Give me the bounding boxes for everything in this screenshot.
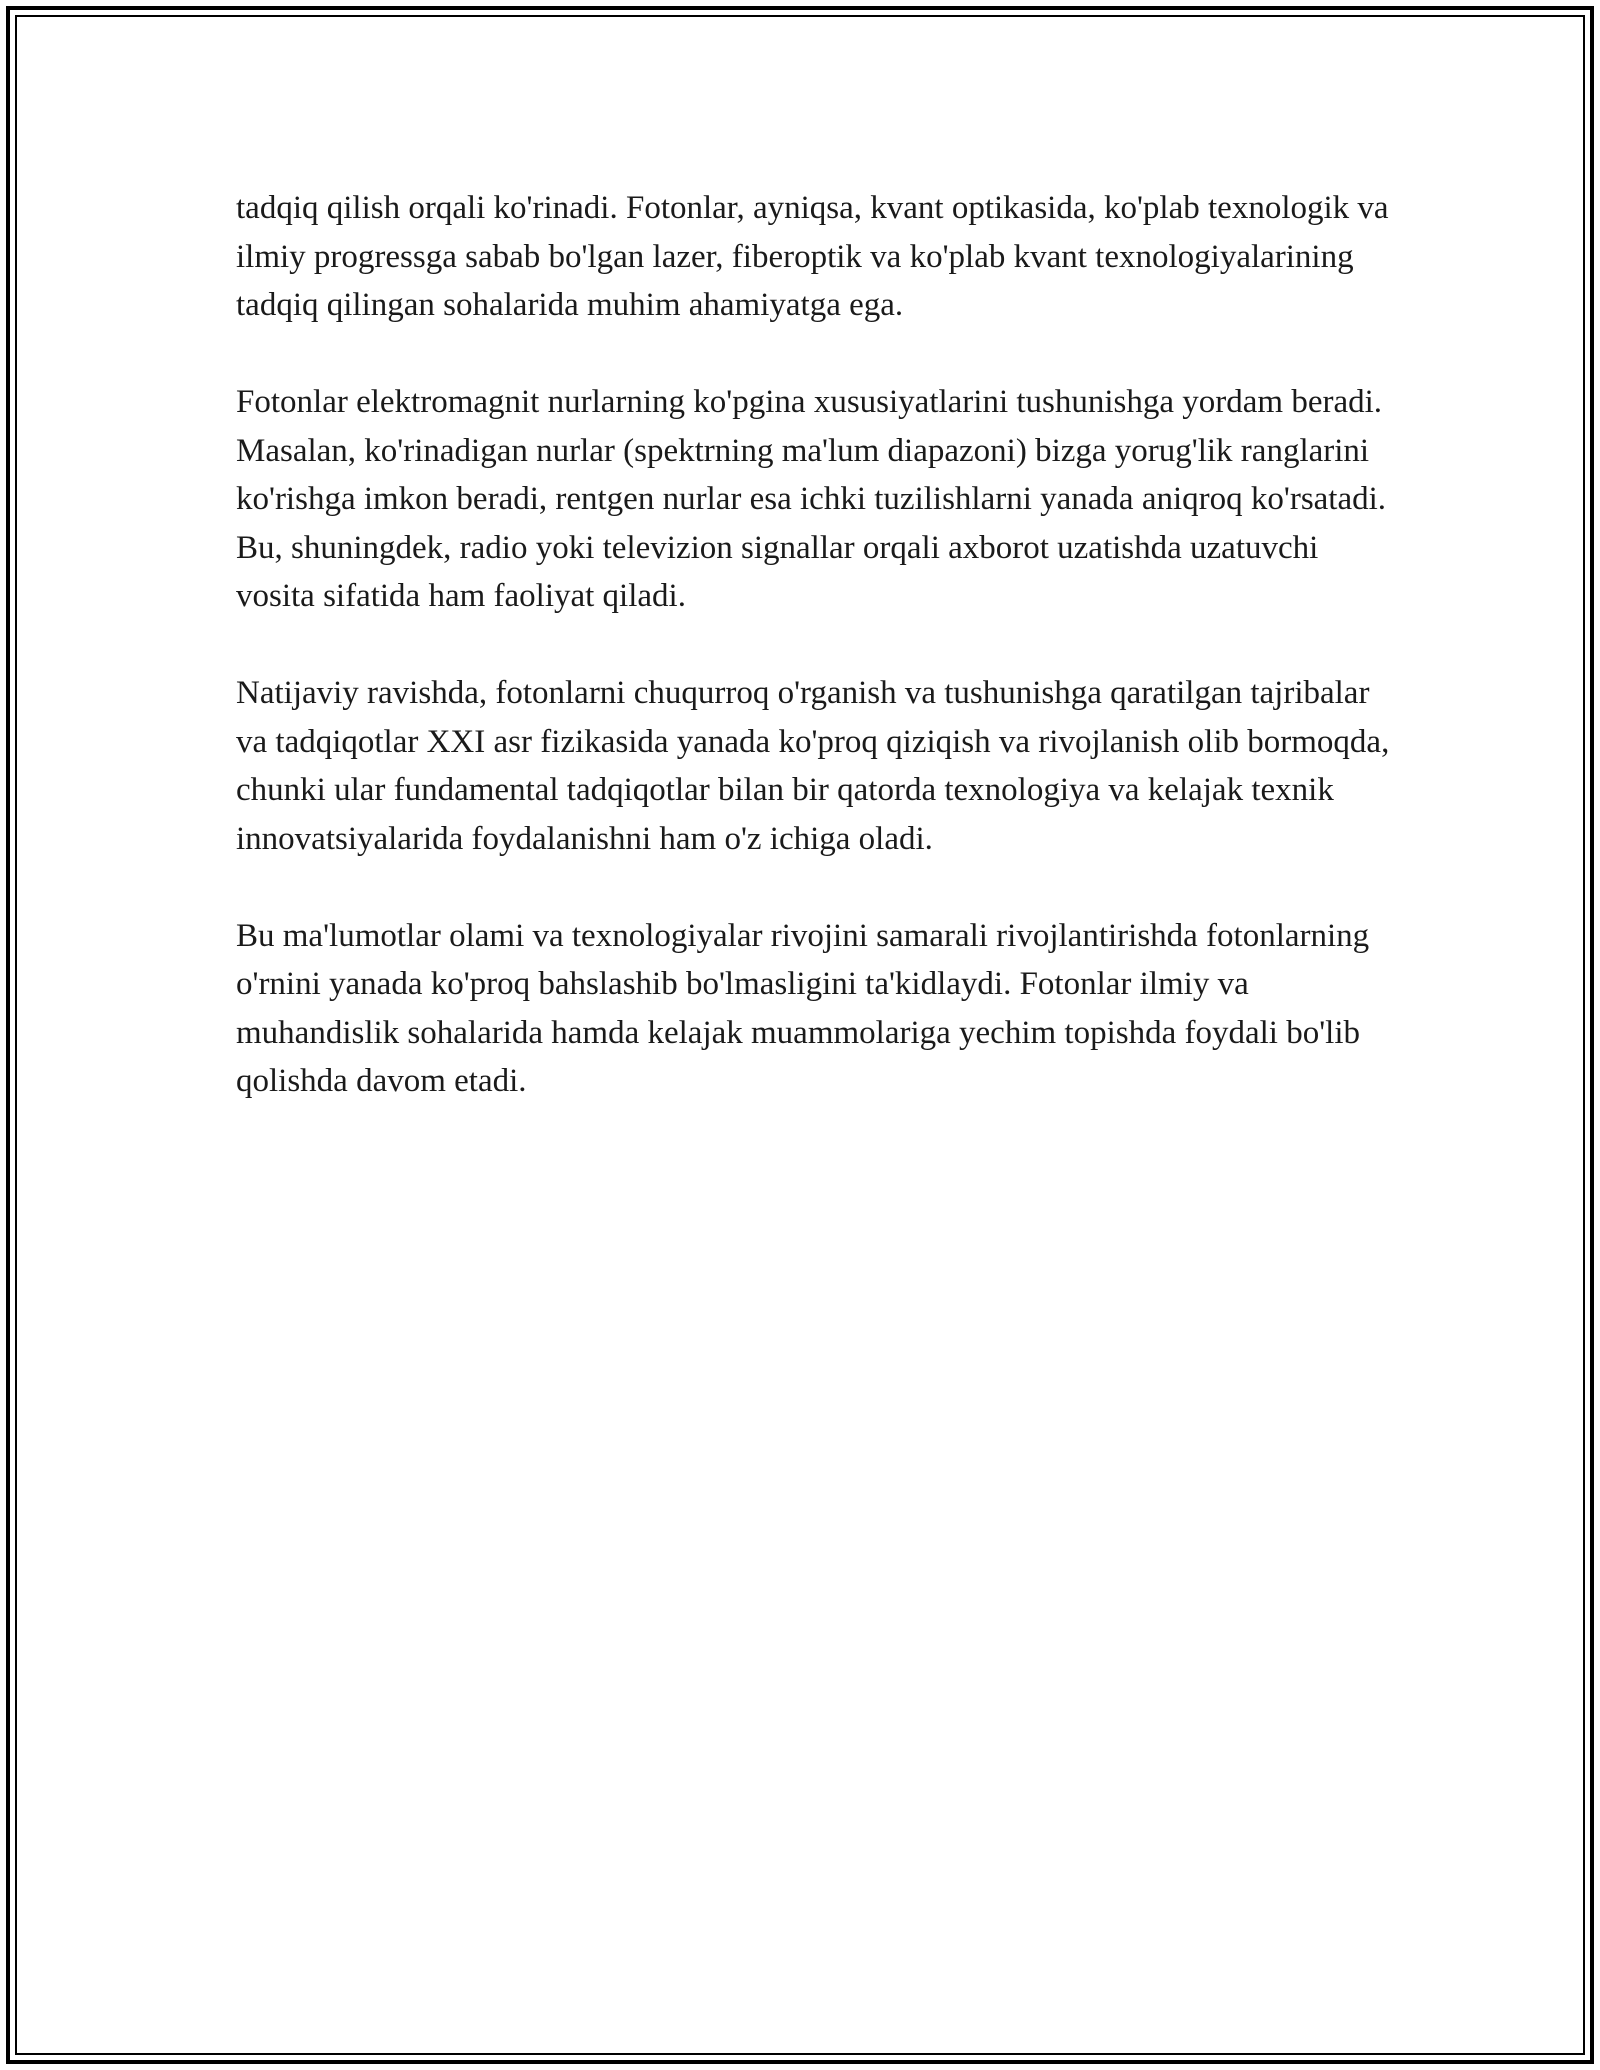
document-body [236, 184, 1396, 1154]
paragraph-3: Natijaviy ravishda, fotonlarni chuqurroq o'rganish va tushunishga qaratilgan tajribalar va tadqiqotlar XXI asr fizikasida yanada ko'proq qiziqish va rivojlanish olib bormoqda, chunki ular fundamental tadqiqotlar bilan bir qatorda texnologiya va kelajak texnik innovatsiyalarida foydalanishni ham o'z ichiga oladi. [236, 675, 1390, 857]
paragraph-4: Bu ma'lumotlar olami va texnologiyalar rivojini samarali rivojlantirishda fotonlarning o'rnini yanada ko'proq bahslashib bo'lmasligini ta'kidlaydi. Fotonlar ilmiy va muhandislik sohalarida hamda kelajak muammolariga yechim topishda foydali bo'lib qolishda davom etadi. [236, 917, 1370, 1099]
paragraph-2: Fotonlar elektromagnit nurlarning ko'pgina xususiyatlarini tushunishga yordam beradi. Masalan, ko'rinadigan nurlar (spektrning ma'lum diapazoni) bizga yorug'lik ranglarini ko'rishga imkon beradi, rentgen nurlar esa ichki tuzilishlarni yanada aniqroq ko'rsatadi. Bu, shuningdek, radio yoki televizion signallar orqali axborot uzatishda uzatuvchi vosita sifatida ham faoliyat qiladi. [236, 384, 1387, 614]
paragraph-1: tadqiq qilish orqali ko'rinadi. Fotonlar, ayniqsa, kvant optikasida, ko'plab texnologik va ilmiy progressga sabab bo'lgan lazer, fiberoptik va ko'plab kvant texnologiyalarining tadqiq qilingan sohalarida muhim ahamiyatga ega. [236, 190, 1389, 323]
